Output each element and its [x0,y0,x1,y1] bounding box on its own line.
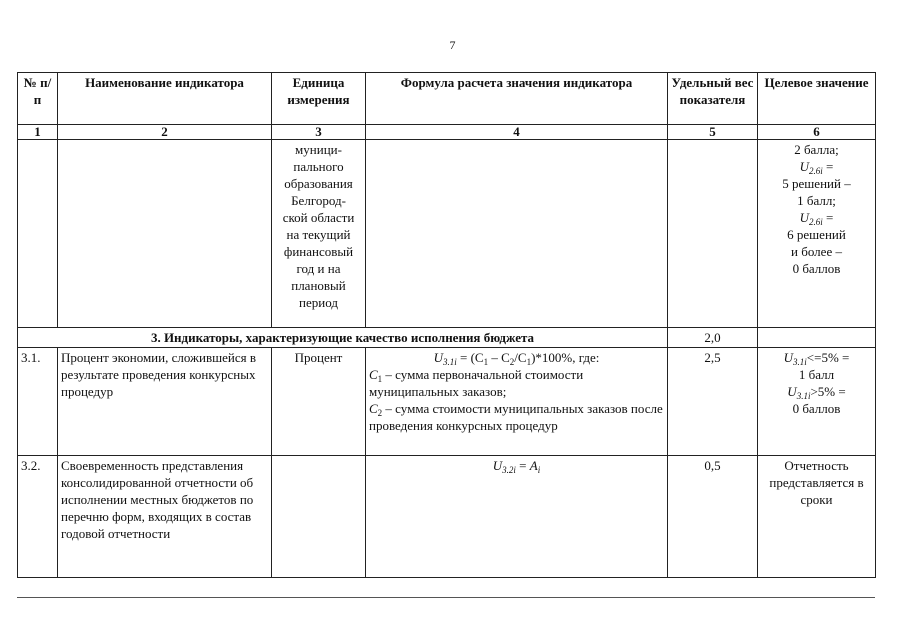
header-unit: Единица измерения [272,73,366,125]
section-row [18,328,876,348]
header-name: Наименование индикатора [58,73,272,125]
continuation-row [18,140,876,328]
header-weight: Удельный вес показателя [668,73,758,125]
col-number: 6 [758,125,876,140]
target-cell: 2 балла; $U_{2.6i}$ = 5 решений – 1 балл; $U_{2.6i}$ = 6 решений и более – 0 баллов [758,140,876,328]
col-number: 1 [18,125,58,140]
col-number: 2 [58,125,272,140]
row-number: 3.1. [18,348,58,456]
weight: 0,5 [668,456,758,578]
header-target: Целевое значение [758,73,876,125]
header-row [18,73,876,125]
weight: 2,5 [668,348,758,456]
header-formula: Формула расчета значения индикатора [366,73,668,125]
indicators-table [17,72,876,578]
col-number: 4 [366,125,668,140]
target: Отчетность представляется в сроки [758,456,876,578]
row-number: 3.2. [18,456,58,578]
indicator-name: Процент экономии, сложившейся в результате проведения конкурсных процедур [58,348,272,456]
section-weight: 2,0 [668,328,758,348]
target: $U_{3.1i}<=5\%$ = 1 балл $U_{3.1i}>5\%$ = 0 баллов [758,348,876,456]
unit [272,456,366,578]
unit-cell: муници- пального образования Белгород- ской области на текущий финансовый год и на плановый период [272,140,366,328]
col-number: 3 [272,125,366,140]
formula: $U_{3.2i} = A_i$ [366,456,668,578]
column-numbers-row [18,125,876,140]
indicator-name: Своевременность представления консолидированной отчетности об исполнении местных бюджетов по перечню форм, входящих в состав годовой отчетности [58,456,272,578]
section-title: 3. Индикаторы, характеризующие качество исполнения бюджета [18,328,668,348]
formula: $U_{3.1i} = (C_1 - C_2/C_1)*100\%$, где: $C_1$ – сумма первоначальной стоимости муниципальных заказов; $C_2$ – сумма стоимости муниципальных заказов после проведения конкурсных процедур [366,348,668,456]
page-number: 7 [449,38,456,52]
table-row [18,456,876,578]
col-number: 5 [668,125,758,140]
unit: Процент [272,348,366,456]
table-row [18,348,876,456]
header-num: № п/п [18,73,58,125]
page-bottom-rule [17,597,875,598]
